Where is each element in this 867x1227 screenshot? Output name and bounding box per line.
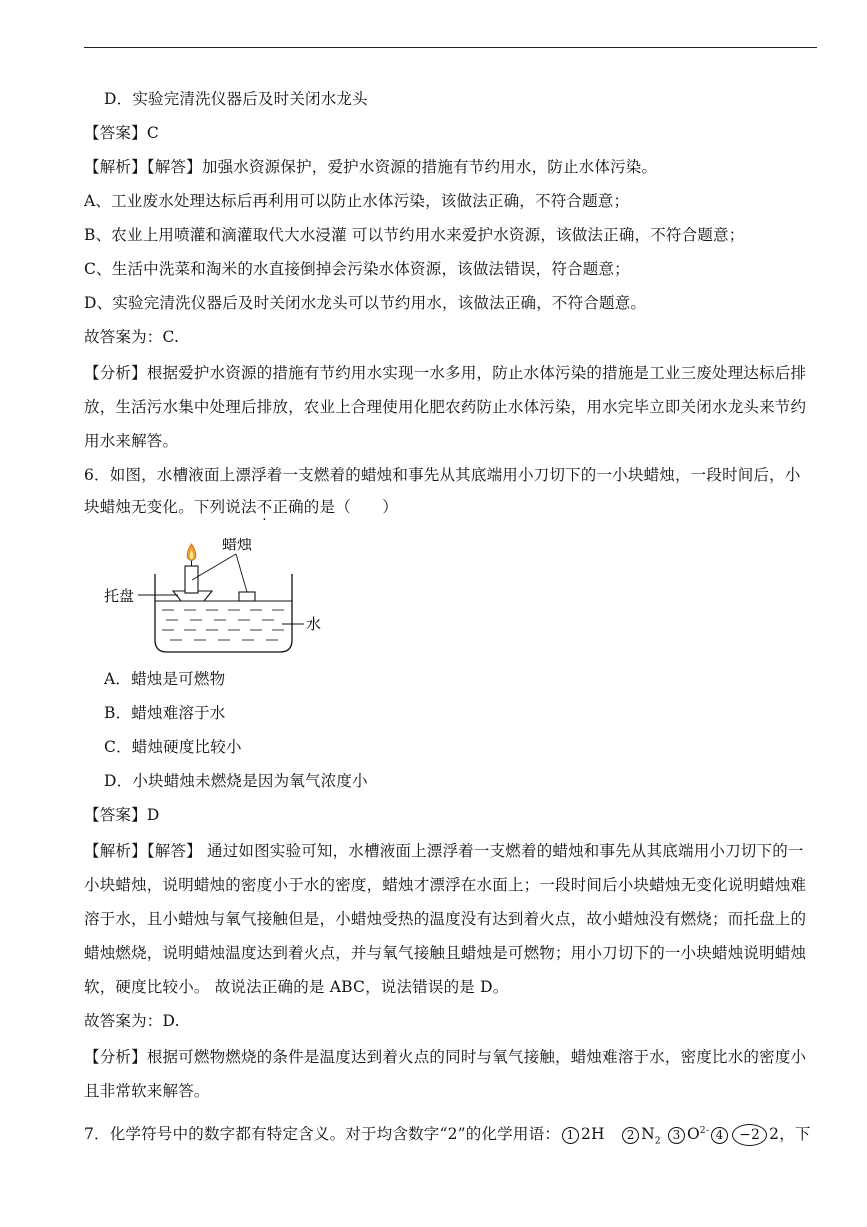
q6-analysis-5: 软，硬度比较小。 故说法正确的是 ABC，说法错误的是 D。 (84, 978, 509, 996)
q6-stem-1 (84, 464, 801, 486)
q5-analysis-d: D、实验完清洗仪器后及时关闭水龙头可以节约用水，该做法正确，不符合题意。 (84, 294, 647, 312)
circled-number-4: 4 (711, 1127, 728, 1144)
solve-tag: 【解答】 (146, 842, 202, 860)
item-n2: N (641, 1125, 655, 1144)
q6-fenxi-1 (84, 1046, 806, 1068)
q5-analysis-b: B、农业上用喷灌和滴灌取代大水浸灌 可以节约用水来爱护水资源，该做法正确，不符合题意； (84, 226, 745, 244)
q6-conclusion: 故答案为：D. (84, 1012, 180, 1030)
candle-leader-1 (192, 554, 236, 580)
item-o2-minus: O (687, 1125, 700, 1144)
q6-option-d: D．小块蜡烛未燃烧是因为氧气浓度小 (104, 772, 368, 790)
q6-option-b: B．蜡烛难溶于水 (104, 704, 226, 722)
analysis-text: 加强水资源保护，爱护水资源的措施有节约用水，防止水体污染。 (201, 158, 658, 176)
analysis-text: 通过如图实验可知，水槽液面上漂浮着一支燃着的蜡烛和事先从其底端用小刀切下的一 (201, 842, 804, 860)
q6-analysis-2: 小块蜡烛，说明蜡烛的密度小于水的密度，蜡烛才漂浮在水面上；一段时间后小块蜡烛无变化说明蜡烛难 (84, 876, 807, 894)
valence-base: 2 (769, 1125, 780, 1144)
q5-fenxi-2: 放，生活污水集中处理后排放，农业上合理使用化肥农药防止水体污染，用水完毕立即关闭水龙头来节约 (84, 398, 807, 416)
q6-analysis-1 (84, 840, 804, 862)
header-rule (84, 47, 817, 48)
water-hatching (162, 610, 284, 640)
answer-value: C (146, 124, 159, 142)
candle-label: 蜡烛 (222, 538, 253, 553)
circled-number-2: 2 (622, 1127, 639, 1144)
analysis-tag: 【解析】 (84, 158, 147, 176)
stem-text: 如图，水槽液面上漂浮着一支燃着的蜡烛和事先从其底端用小刀切下的一小块蜡烛，一段时间后，小 (109, 466, 801, 484)
q6-analysis-3: 溶于水，且小蜡烛与氧气接触但是，小蜡烛受热的温度没有达到着火点，故小蜡烛没有燃烧；而托盘上的 (84, 910, 807, 928)
solve-tag: 【解答】 (146, 158, 202, 176)
fenxi-tag: 【分析】 (84, 1048, 147, 1066)
tray-label: 托盘 (104, 587, 135, 605)
q6-option-a: A．蜡烛是可燃物 (104, 670, 226, 688)
q5-answer (84, 122, 159, 144)
q5-analysis-c: C、生活中洗菜和淘米的水直接倒掉会污染水体资源，该做法错误，符合题意； (84, 260, 630, 278)
stem-text: 化学符号中的数字都有特定含义。对于均含数字“2”的化学用语： (109, 1125, 560, 1144)
q6-answer (84, 804, 159, 826)
answer-tag: 【答案】 (84, 124, 147, 142)
water-label: 水 (306, 615, 322, 633)
question-number: 6． (84, 466, 110, 484)
candle (185, 566, 198, 593)
small-candle-piece (239, 592, 255, 601)
q5-fenxi-3: 用水来解答。 (84, 432, 179, 450)
q5-analysis-a: A、工业废水处理达标后再利用可以防止水体污染，该做法正确，不符合题意； (84, 192, 630, 210)
q5-conclusion: 故答案为：C. (84, 328, 180, 346)
circled-number-1: 1 (562, 1127, 579, 1144)
emphasis-not: 不 (256, 498, 273, 516)
question-number: 7． (84, 1125, 110, 1144)
subscript-2: 2 (654, 1136, 661, 1147)
valence-oval: −2 (732, 1124, 767, 1146)
q6-fenxi-2: 且非常软来解答。 (84, 1082, 210, 1100)
superscript-2-minus: 2- (699, 1126, 710, 1136)
fenxi-text: 根据爱护水资源的措施有节约用水实现一水多用，防止水体污染的措施是工业三废处理达标后排 (146, 364, 807, 382)
answer-tag: 【答案】 (84, 806, 147, 824)
candle-leader-2 (236, 554, 247, 592)
fenxi-tag: 【分析】 (84, 364, 147, 382)
figure-svg (100, 538, 340, 658)
q5-analysis-intro (84, 156, 657, 178)
analysis-tag: 【解析】 (84, 842, 147, 860)
item-2h: 2H (580, 1125, 605, 1144)
q5-fenxi-1 (84, 362, 806, 384)
q6-analysis-4: 蜡烛燃烧，说明蜡烛温度达到着火点，并与氧气接触且蜡烛是可燃物；用小刀切下的一小块蜡烛说明蜡烛 (84, 944, 807, 962)
stem-text: 正确的是（ ） (272, 498, 399, 516)
circled-number-3: 3 (668, 1127, 685, 1144)
fenxi-text: 根据可燃物燃烧的条件是温度达到着火点的同时与氧气接触，蜡烛难溶于水，密度比水的密度小 (146, 1048, 807, 1066)
stem-tail: ，下 (779, 1125, 811, 1144)
candle-water-figure (100, 538, 340, 658)
answer-value: D (146, 806, 160, 824)
stem-text: 块蜡烛无变化。下列说法 (84, 498, 257, 516)
q6-option-c: C．蜡烛硬度比较小 (104, 738, 242, 756)
q7-stem (84, 1120, 811, 1152)
q6-stem-2 (84, 496, 398, 518)
q5-option-d: D．实验完清洗仪器后及时关闭水龙头 (104, 90, 368, 108)
